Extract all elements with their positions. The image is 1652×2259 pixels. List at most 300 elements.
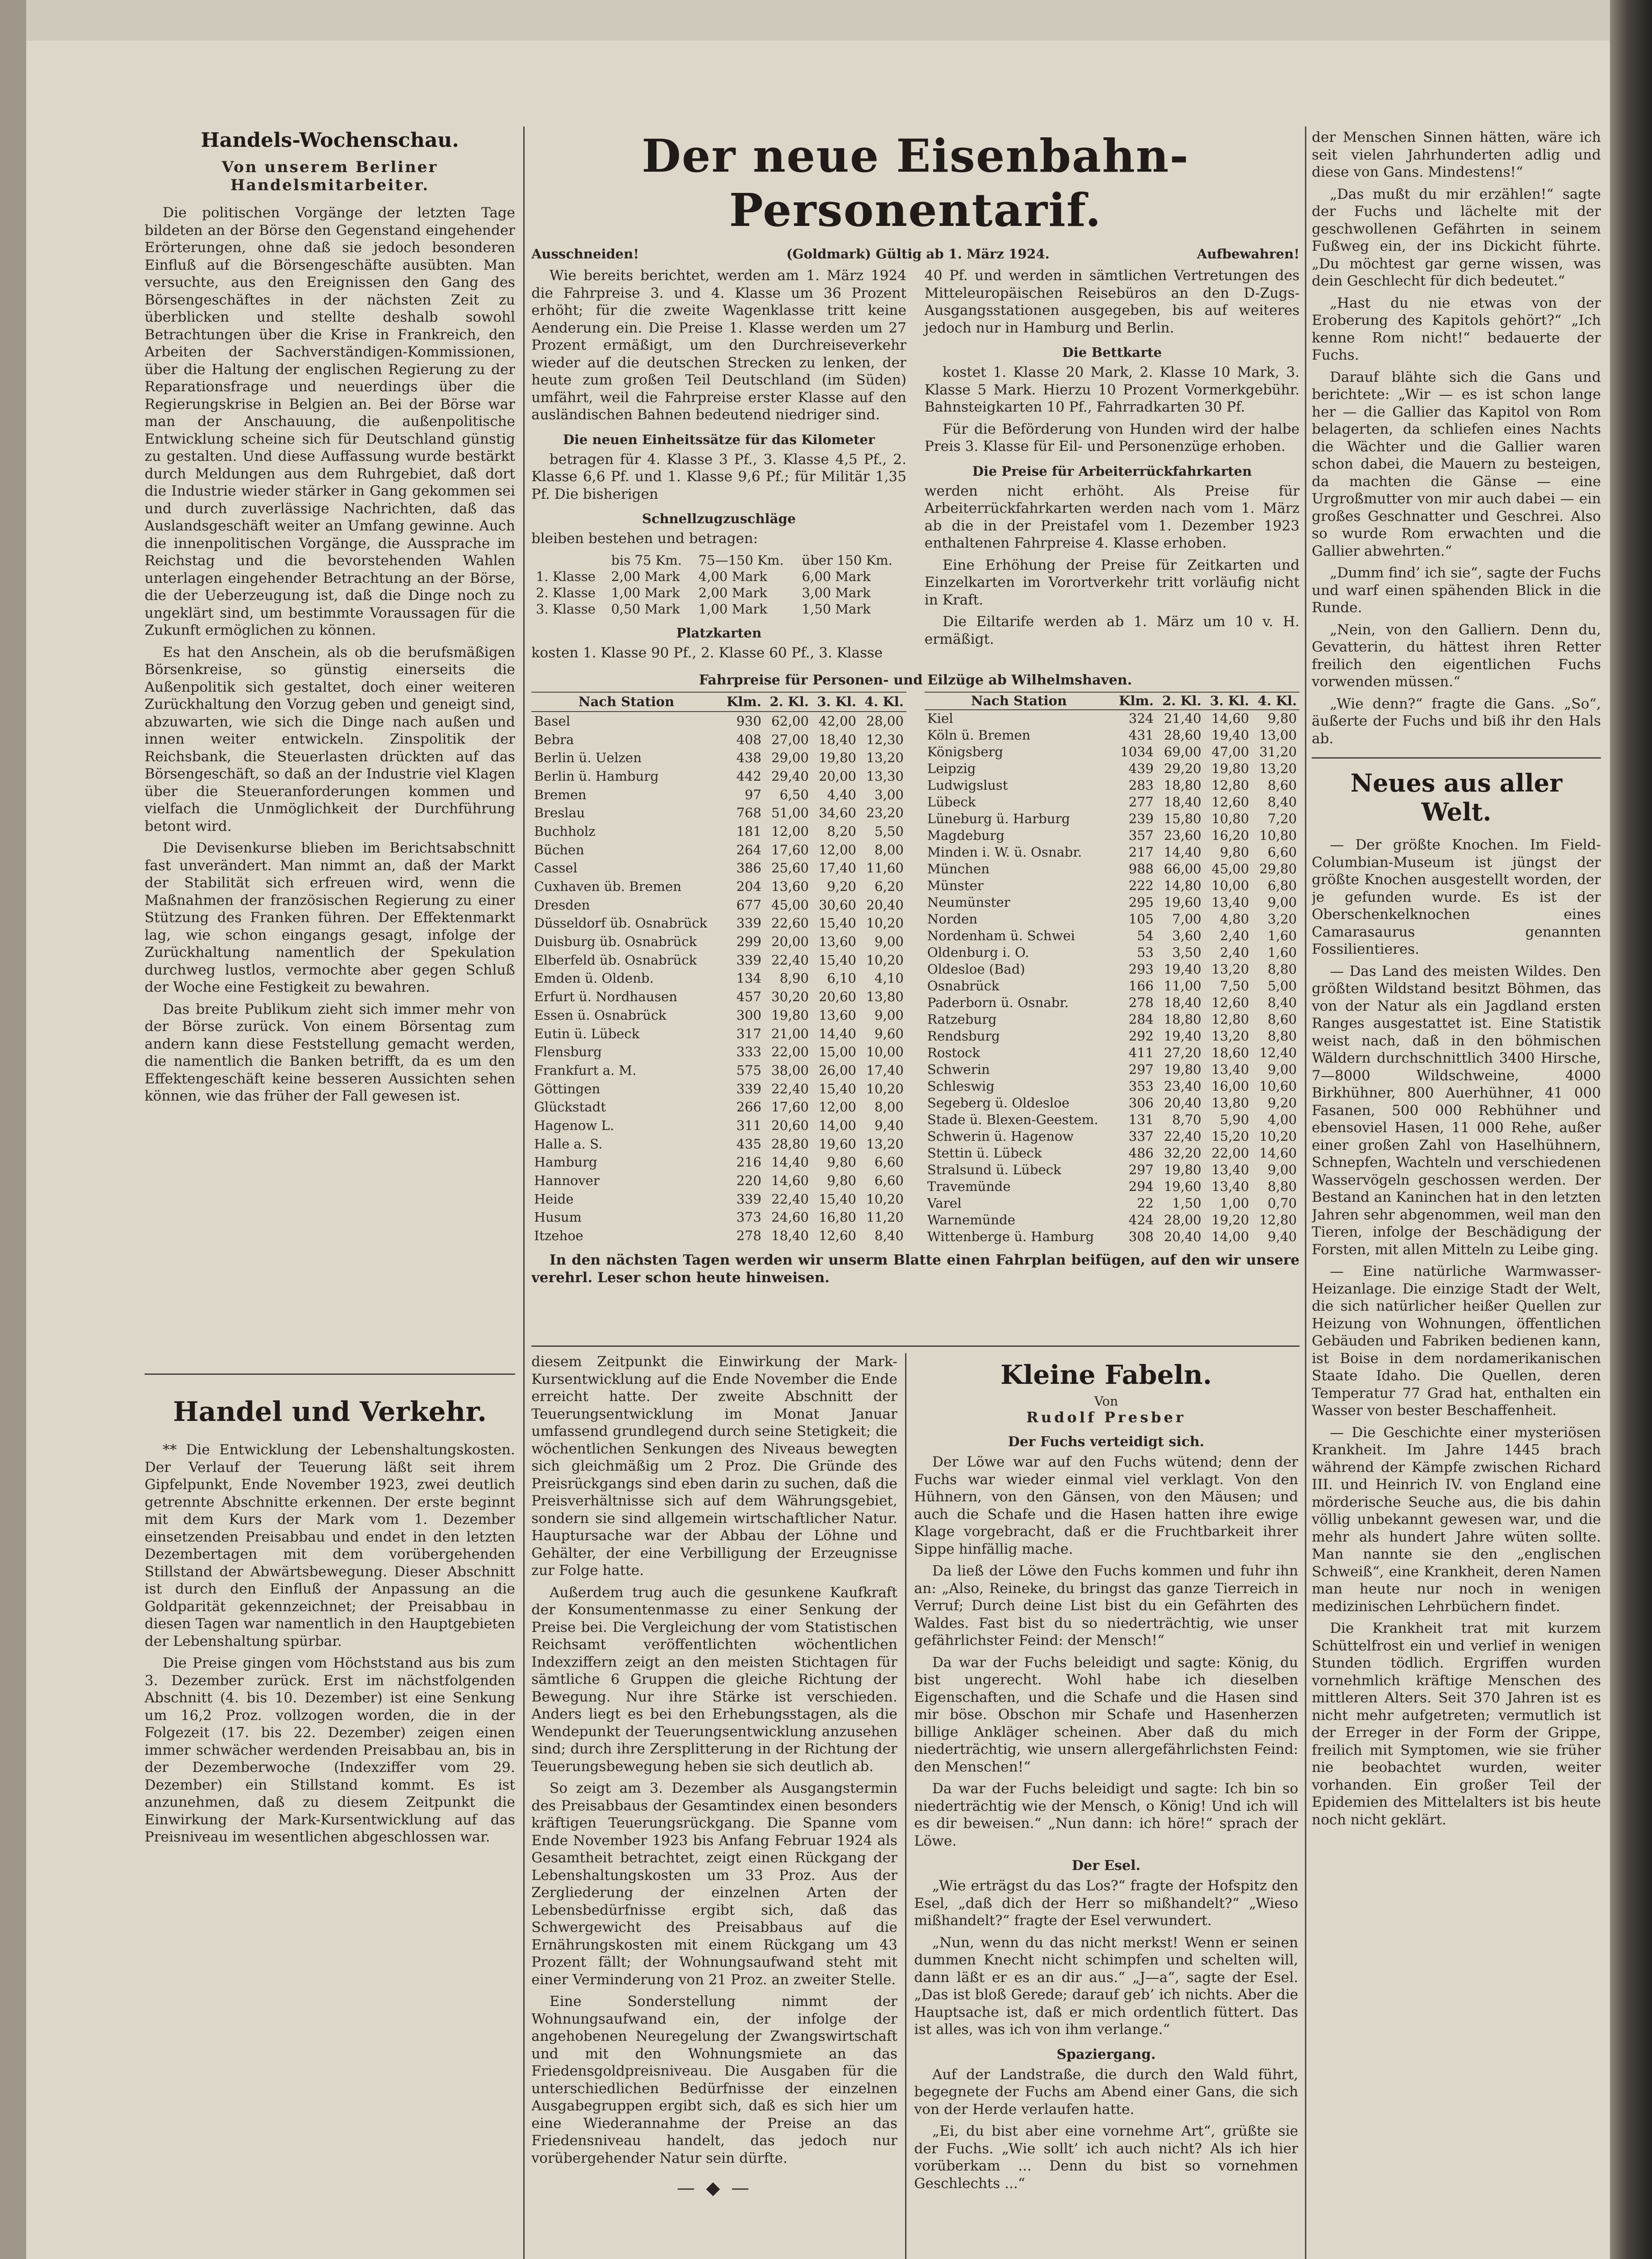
fare-cell: 435: [736, 1136, 762, 1152]
fare-cell: 42,00: [818, 713, 856, 729]
fare-cell: 9,80: [1267, 711, 1297, 726]
fare-cell: 20,60: [818, 989, 856, 1005]
table-row: [925, 1011, 1300, 1028]
fare-cell: 13,20: [1259, 761, 1297, 776]
fare-cell: 442: [736, 768, 762, 784]
station-name: Berlin ü. Uelzen: [534, 750, 642, 766]
fare-cell: 10,80: [1211, 811, 1249, 826]
paragraph: Auf der Landstraße, die durch den Wald führt, begegnete der Fuchs am Abend einer Gans, die sich von der Herde verlaufen hatte.: [914, 2066, 1298, 2118]
column-handels-wochenschau: [145, 129, 515, 1371]
fare-cell: 8,80: [1267, 961, 1297, 977]
table-caption: Fahrpreise für Personen- und Eilzüge ab Wilhelmshaven.: [699, 672, 1132, 688]
fare-cell: 317: [736, 1026, 762, 1041]
table-row: [531, 951, 906, 970]
fare-cell: 353: [1128, 1078, 1154, 1094]
fare-cell: 373: [736, 1209, 762, 1225]
fare-cell: 10,20: [866, 1191, 904, 1207]
table-row: [531, 1190, 906, 1209]
fare-cell: 6,10: [827, 970, 856, 986]
fare-cell: 12,60: [1211, 995, 1249, 1010]
fare-cell: 8,40: [874, 1228, 904, 1244]
fare-cell: 9,20: [1267, 1095, 1297, 1111]
paragraph: Da war der Fuchs beleidigt und sagte: König, du bist ungerecht. Wohl habe ich dieselben Eigenschaften, und die Schafe und die Hasen sind mir böse. Obschon mir Schafe und Hasenherzen billige Ankläger scheinen. Aber daß du mich niederträchtig, wie unsern allergefährlichsten Feind: den Menschen!“: [914, 1654, 1298, 1775]
fare-cell: 11,20: [866, 1209, 904, 1225]
paragraph: kostet 1. Klasse 20 Mark, 2. Klasse 10 Mark, 3. Klasse 5 Mark. Hierzu 10 Prozent Vormerkgebühr. Bahnsteigkarten 10 Pf., Fahrradkarten 30 Pf.: [925, 364, 1300, 415]
column-header: bis 75 Km.: [611, 552, 682, 568]
paragraph: Die Devisenkurse blieben im Berichtsabschnitt fast unverändert. Man nimmt an, daß der Markt der Stabilität sich erfreuen wird, wenn die Maßnahmen der französischen Regierung zu einer Stützung des Franken führen. Der Effektenmarkt lag, wie schon eingangs gesagt, infolge der Zurückhaltung namentlich der Spekulation durchweg lustlos, vermochte aber gegen Schluß der Woche eine Festigkeit zu bewahren.: [145, 840, 515, 995]
table-row: [925, 928, 1300, 944]
station-name: Rendsburg: [927, 1028, 1000, 1044]
fare-cell: 575: [736, 1062, 762, 1078]
fare-cell: 10,20: [866, 952, 904, 968]
author-name: Rudolf Presber: [1026, 1409, 1186, 1426]
column-header: 3. Kl.: [1204, 692, 1252, 710]
fare-cell: 15,00: [818, 1044, 856, 1060]
table-row: [531, 914, 906, 933]
fare-cell: 14,00: [1211, 1229, 1249, 1244]
paragraph: Das breite Publikum zieht sich immer mehr von der Börse zurück. Von einem Börsentag zum andern kann diese Feststellung gemacht werden, die namentlich die Banken betrifft, da es um den Effektengeschäft keine besseren Aussichten sehen können, wie das früher der Fall gewesen ist.: [145, 1001, 515, 1104]
station-name: Oldesloe (Bad): [927, 961, 1025, 977]
station-name: Duisburg üb. Osnabrück: [534, 934, 697, 950]
paragraph: bleiben bestehen und betragen:: [531, 530, 758, 547]
paragraph: So zeigt am 3. Dezember als Ausgangstermin des Preisabbaus der Gesamtindex einen besonders kräftigen Teuerungsrückgang. Die Spanne vom Ende November 1923 bis Anfang Februar 1924 als Gesamtheit betrachtet, zeigt einen Rückgang der Lebenshaltungskosten um 33 Proz. Aus der Zergliederung der einzelnen Arten der Lebensbedürfnisse ergibt sich, daß das Schwergewicht des Preisabbaus auf die Ernährungskosten mit einem Rückgang um 43 Prozent fällt; der Wohnungsaufwand steht mit einer Verminderung von 21 Proz. an zweiter Stelle.: [531, 1780, 897, 1988]
fare-cell: 22,40: [771, 952, 809, 968]
fare-table-left: [531, 692, 906, 1245]
fare-cell: 22,40: [1164, 1129, 1201, 1144]
paragraph: „Das mußt du mir erzählen!“ sagte der Fuchs und lächelte mit der geschwollenen Gefährten in seinem Fußweg ein, der ins Dickicht führte. „Du möchtest gar gerne wissen, was dein Geschlecht für dich bedeutet.“: [1312, 186, 1601, 289]
station-name: Husum: [534, 1209, 582, 1225]
table-row: [925, 844, 1300, 861]
fare-cell: 17,60: [771, 842, 809, 858]
fare-cell: 299: [736, 934, 762, 950]
fare-cell: 13,30: [866, 768, 904, 784]
table-row: [531, 877, 906, 896]
paragraph: Eine Erhöhung der Preise für Zeitkarten und Einzelkarten im Vorortverkehr tritt vorläufig nicht in Kraft.: [925, 557, 1300, 608]
fare-cell: 10,80: [1259, 828, 1297, 843]
table-row: [925, 794, 1300, 811]
table-row: [531, 1153, 906, 1172]
paragraph: Da war der Fuchs beleidigt und sagte: Ich bin so niederträchtig wie der Mensch, o König! Und ich will es dir beweisen.“ „Nun dann: ich höre!“ sprach der Löwe.: [914, 1781, 1298, 1849]
fare-cell: 28,60: [1164, 727, 1201, 743]
fare-cell: 300: [736, 1007, 762, 1023]
fare-cell: 12,80: [1211, 778, 1249, 793]
article-byline: Von unserem Berliner Handelsmitarbeiter.: [221, 158, 438, 194]
fable-title: Der Esel.: [1071, 1858, 1141, 1874]
fable-title: Der Fuchs verteidigt sich.: [1008, 1434, 1205, 1450]
station-name: Wittenberge ü. Hamburg: [927, 1229, 1094, 1244]
fare-cell: 222: [1128, 878, 1154, 893]
fare-cell: 9,80: [1220, 844, 1249, 860]
cut-out-tag: Ausschneiden!: [531, 246, 639, 262]
column-right: [1312, 129, 1601, 2259]
fare-cell: 9,00: [874, 1007, 904, 1023]
table-row: [531, 841, 906, 859]
column-header: Klm.: [1113, 692, 1156, 710]
fare-cell: 19,40: [1164, 961, 1201, 977]
station-name: Elberfeld üb. Osnabrück: [534, 952, 697, 968]
paragraph: Für die Beförderung von Hunden wird der halbe Preis 3. Klasse für Eil- und Personenzüge erhoben.: [925, 421, 1300, 455]
fare-cell: 9,40: [874, 1117, 904, 1133]
station-name: Stettin ü. Lübeck: [927, 1145, 1042, 1161]
fare-cell: 22,00: [771, 1044, 809, 1060]
table-row: [925, 727, 1300, 744]
table-row: [925, 961, 1300, 978]
fare-cell: 438: [736, 750, 762, 766]
paragraph: „Nein, von den Galliern. Denn du, Gevatterin, du hättest ihren Retter freilich den eigentlichen Fuchs vorwenden müssen.“: [1312, 621, 1601, 690]
table-row: [531, 859, 906, 877]
station-name: Ludwigslust: [927, 778, 1008, 793]
fare-intro-left: [531, 267, 906, 666]
fare-cell: 9,80: [827, 1173, 856, 1188]
subhead: Die neuen Einheitssätze für das Kilometer: [563, 431, 875, 447]
fare-cell: 6,20: [874, 879, 904, 894]
fare-cell: 386: [736, 860, 762, 876]
station-name: Leipzig: [927, 761, 976, 776]
fare-cell: 181: [736, 823, 762, 839]
paragraph: — Die Geschichte einer mysteriösen Krankheit. Im Jahre 1445 brach während der Kämpfe zwischen Richard III. und Heinrich IV. von England eine mörderische Seuche aus, die bis dahin völlig unbekannt gewesen war, und die mehr als hundert Jahre wüten sollte. Man nannte sie den „englischen Schweiß“, eine Krankheit, deren Namen man heute nur noch in wenigen medizinischen Lehrbüchern findet.: [1312, 1424, 1601, 1615]
fare-cell: 12,60: [1211, 794, 1249, 810]
table-row: [925, 911, 1300, 928]
table-row: [925, 1028, 1300, 1045]
fare-cell: 51,00: [771, 805, 809, 821]
paragraph: — Der größte Knochen. Im Field-Columbian-Museum ist jüngst der größte Knochen ausgestellt worden, der je gefunden wurde. Es ist der Oberschenkelknochen eines Camarasaurus genannten Fossilientieres.: [1312, 837, 1601, 957]
fare-cell: 14,00: [818, 1117, 856, 1133]
fare-cell: 4,80: [1220, 911, 1249, 927]
station-name: Neumünster: [927, 895, 1010, 910]
column-header: 4. Kl.: [859, 692, 906, 712]
fare-cell: 2,40: [1220, 928, 1249, 943]
fare-table-right: [925, 692, 1300, 1245]
table-row: [925, 978, 1300, 994]
fare-cell: 13,60: [818, 1007, 856, 1023]
fare-cell: 277: [1128, 794, 1154, 810]
main-headline: Der neue Eisenbahn-Personentarif.: [642, 129, 1189, 237]
fare-cell: 204: [736, 879, 762, 894]
fare-cell: 22,60: [771, 915, 809, 931]
fare-cell: 20,40: [1164, 1095, 1201, 1111]
station-name: Cuxhaven üb. Bremen: [534, 879, 681, 894]
fare-cell: 29,80: [1259, 861, 1297, 876]
fare-cell: 22,00: [1211, 1145, 1249, 1161]
fare-cell: 278: [1128, 995, 1154, 1010]
fare-cell: 3,20: [1267, 911, 1297, 927]
table-row: [925, 994, 1300, 1011]
fare-cell: 217: [1128, 844, 1154, 860]
table-row: [531, 1080, 906, 1098]
fare-cell: 216: [736, 1154, 762, 1170]
paragraph: der Menschen Sinnen hätten, wäre ich seit vielen Jahrhunderten adlig und diese von Gans. Mindestens!“: [1312, 129, 1601, 180]
fare-cell: 15,40: [818, 952, 856, 968]
fare-cell: 16,20: [1211, 828, 1249, 843]
station-name: Ratzeburg: [927, 1012, 997, 1027]
station-name: München: [927, 861, 990, 876]
paragraph: Die Eiltarife werden ab 1. März um 10 v. H. ermäßigt.: [925, 614, 1300, 647]
table-row: [531, 1006, 906, 1025]
column-rule: [1305, 127, 1306, 2259]
fare-cell: 24,60: [771, 1209, 809, 1225]
fare-cell: 22,40: [771, 1191, 809, 1207]
fare-cell: 1,00: [1220, 1195, 1249, 1211]
table-row: [925, 1178, 1300, 1195]
fare-cell: 339: [736, 1191, 762, 1207]
divider: [145, 1373, 515, 1375]
fare-cell: 28,80: [771, 1136, 809, 1152]
fare-cell: 47,00: [1211, 744, 1249, 759]
fare-cell: 8,00: [874, 1099, 904, 1115]
paragraph: kosten 1. Klasse 90 Pf., 2. Klasse 60 Pf., 3. Klasse: [531, 644, 883, 661]
fare-cell: 9,80: [827, 1154, 856, 1170]
fables-title: Kleine Fabeln.: [1000, 1359, 1212, 1390]
fare-cell: 10,00: [1211, 878, 1249, 893]
fare-cell: 297: [1128, 1062, 1154, 1077]
station-name: Kiel: [927, 711, 953, 726]
fare-cell: 27,20: [1164, 1045, 1201, 1060]
paragraph: „Nun, wenn du das nicht merkst! Wenn er seinen dummen Knecht nicht schimpfen und schelten will, dann läßt er es an dir aus.“ „J—a“, sagte der Esel. „Das ist bloß Gerede; darauf geb’ ich nichts. Aber die Hauptsache ist, daß er mich ordentlich füttert. Das ist alles, was ich von ihm verlange.“: [914, 1934, 1298, 2038]
paragraph: werden nicht erhöht. Als Preise für Arbeiterrückfahrkarten werden nach vom 1. März ab die in der Preistafel vom 1. Dezember 1923 enthaltenen Fahrpreise 4. Klasse erhoben.: [925, 483, 1300, 551]
fare-cell: 6,60: [874, 1173, 904, 1188]
express-surcharge-table: [531, 552, 906, 617]
station-name: Osnabrück: [927, 978, 1000, 994]
fare-cell: 19,80: [1164, 1162, 1201, 1177]
table-row: [531, 970, 906, 988]
fare-cell: 29,40: [771, 768, 809, 784]
paragraph: Darauf blähte sich die Gans und berichtete: „Wir — es ist schon lange her — die Gallier das Kapitol von Rom belagerten, da schliefen eines Nachts die Wächter und die Gallier waren schon dabei, die Mauern zu besteigen, da machten die Gänse — eine Urgroßmutter von mir auch dabei — ein großes Geschnatter und Geschrei. Also so wurde Rom erwachten und die Gallier abwehrten.“: [1312, 369, 1601, 559]
fare-cell: 10,20: [1259, 1129, 1297, 1144]
binding-strip: [0, 0, 26, 2259]
fare-cell: 13,40: [1211, 895, 1249, 910]
fare-cell: 3,60: [1172, 928, 1201, 943]
fare-cell: 19,80: [818, 750, 856, 766]
table-row: [531, 1135, 906, 1153]
table-row: [531, 1043, 906, 1061]
table-row: 3. Klasse 0,50 Mark 1,00 Mark 1,50 Mark: [536, 601, 871, 617]
fare-cell: 19,60: [818, 1136, 856, 1152]
station-name: Flensburg: [534, 1044, 602, 1060]
page-edge-shadow: [1610, 0, 1652, 2259]
table-row: [925, 827, 1300, 844]
table-row: [531, 822, 906, 841]
fare-cell: 17,40: [818, 860, 856, 876]
fare-cell: 3,00: [874, 787, 904, 802]
table-row: [531, 1209, 906, 1227]
paragraph: diesem Zeitpunkt die Einwirkung der Mark-Kursentwicklung auf die Ende November die Ende erreicht hatte. Der zweite Abschnitt der Teuerungsentwicklung im Monat Januar umfassend grundlegend durch seine Stetigkeit; die wöchentlichen Senkungen des Niveaus bewegten sich gleichmäßig um 2 Proz. Die Gründe des Preisrückgangs sind eben darin zu suchen, daß die Preisverhältnisse sich auf dem Währungsgebiet, sondern sie sind allgemein wirtschaftlicher Natur. Hauptursache war der Abbau der Löhne und Gehälter, der eine Verbilligung der Erzeugnisse zur Folge hatte.: [531, 1354, 897, 1579]
fare-cell: 11,60: [866, 860, 904, 876]
fare-cell: 9,00: [1267, 1062, 1297, 1077]
fare-cell: 8,80: [1267, 1179, 1297, 1194]
fare-cell: 13,20: [1211, 1028, 1249, 1044]
fare-cell: 12,00: [818, 842, 856, 858]
fare-cell: 278: [736, 1228, 762, 1244]
table-row: 1. Klasse 2,00 Mark 4,00 Mark 6,00 Mark: [536, 568, 871, 584]
fare-cell: 297: [1128, 1162, 1154, 1177]
fare-cell: 768: [736, 805, 762, 821]
station-name: Paderborn ü. Osnabr.: [927, 995, 1069, 1010]
fare-cell: 27,00: [771, 731, 809, 747]
fare-cell: 19,80: [1211, 761, 1249, 776]
fare-cell: 8,40: [1267, 794, 1297, 810]
fare-cell: 13,40: [1211, 1162, 1249, 1177]
fare-cell: 239: [1128, 811, 1154, 826]
fare-cell: 34,60: [818, 805, 856, 821]
fare-cell: 18,40: [1164, 794, 1201, 810]
station-name: Schwerin: [927, 1062, 990, 1077]
fare-cell: 7,20: [1267, 811, 1297, 826]
fare-cell: 32,20: [1164, 1145, 1201, 1161]
table-row: 2. Klasse 1,00 Mark 2,00 Mark 3,00 Mark: [536, 585, 871, 600]
fare-cell: 15,40: [818, 915, 856, 931]
fare-cell: 19,60: [1164, 895, 1201, 910]
fare-cell: 29,00: [771, 750, 809, 766]
table-row: [531, 786, 906, 804]
fare-cell: 134: [736, 970, 762, 986]
paragraph: „Ei, du bist aber eine vornehme Art“, grüßte sie der Fuchs. „Wie sollt’ ich auch nicht? Als ich hier vorüberkam ... Denn du bist so vornehmen Geschlechts ...“: [914, 2123, 1298, 2192]
fare-cell: 19,20: [1211, 1212, 1249, 1228]
station-name: Essen ü. Osnabrück: [534, 1007, 666, 1023]
newspaper-page: [26, 41, 1610, 2259]
fare-cell: 2,40: [1220, 945, 1249, 960]
fare-cell: 13,20: [1211, 961, 1249, 977]
station-name: Bremen: [534, 787, 587, 802]
fare-cell: 9,60: [874, 1026, 904, 1041]
fare-cell: 17,60: [771, 1099, 809, 1115]
fare-cell: 9,00: [874, 934, 904, 950]
station-name: Dresden: [534, 897, 590, 913]
fare-cell: 220: [736, 1173, 762, 1188]
fare-cell: 29,20: [1164, 761, 1201, 776]
fare-cell: 45,00: [771, 897, 809, 913]
station-name: Emden ü. Oldenb.: [534, 970, 654, 986]
table-row: [531, 731, 906, 749]
fare-cell: 14,80: [1164, 878, 1201, 893]
fare-cell: 38,00: [771, 1062, 809, 1078]
footnote: In den nächsten Tagen werden wir unserm Blatte einen Fahrplan beifügen, auf den wir unsere verehrl. Leser schon heute hinweisen.: [531, 1252, 1300, 1286]
fare-tables: [531, 692, 1300, 1245]
table-row: [925, 1228, 1300, 1245]
table-row: [925, 1045, 1300, 1061]
fare-cell: 12,00: [771, 823, 809, 839]
paragraph: Es hat den Anschein, als ob die berufsmäßigen Börsenkreise, so günstig einerseits die Außenpolitik sich gestaltet, doch einer weiteren Zurückhaltung den Vorzug geben und geneigt sind, abzuwarten, wie sich die Dinge nach außen und innen weiter entwickeln. Zinspolitik der Reichsbank, die Steuerlasten drückten auf das Börsengeschäft, so daß an der Industrie viel Klagen über die Steueranforderungen kommen und vielfach die Unmöglichkeit der Durchführung betont wird.: [145, 644, 515, 834]
paragraph: — Das Land des meisten Wildes. Den größten Wildstand besitzt Böhmen, das von der Natur als ein Jagdland ersten Ranges ausgestattet ist. Eine Statistik weist nach, daß in den böhmischen Wäldern durchschnittlich 3400 Hirsche, 7—8000 Wildschweine, 4000 Birkhühner, 800 Auerhühner, 41 000 Fasanen, 500 000 Rebhühner und ebensoviel Hasen, 11 000 Rehe, außer einer großen Zahl von Haselhühnern, Schnepfen, Wachteln und verschiedenen Wasservögeln geschossen werden. Der Bestand an Kaninchen hat in den letzten Jahren sehr abgenommen, weil man den Tieren, infolge der Beschädigung der Forsten, mit allen Mitteln zu Leibe ging.: [1312, 963, 1601, 1258]
section-title: Handel und Verkehr.: [173, 1396, 487, 1428]
fare-cell: 13,00: [1259, 727, 1297, 743]
divider: [1312, 757, 1601, 759]
divider: [531, 1345, 1300, 1347]
column-header: 2. Kl.: [1156, 692, 1204, 710]
fare-cell: 31,20: [1259, 744, 1297, 759]
station-name: Basel: [534, 713, 570, 729]
subhead: Die Bettkarte: [1062, 345, 1162, 360]
fare-cell: 12,40: [1259, 1045, 1297, 1060]
fare-cell: 15,40: [818, 1081, 856, 1097]
fare-cell: 3,50: [1172, 945, 1201, 960]
paragraph: „Hast du nie etwas von der Eroberung des Kapitols gehört?“ „Ich kenne Rom nicht!“ bedauerte der Fuchs.: [1312, 295, 1601, 363]
station-name: Erfurt ü. Nordhausen: [534, 989, 677, 1005]
fare-cell: 26,00: [818, 1062, 856, 1078]
table-row: [531, 1098, 906, 1116]
fare-cell: 5,00: [1267, 978, 1297, 994]
station-name: Cassel: [534, 860, 577, 876]
fare-cell: 424: [1128, 1212, 1154, 1228]
fare-cell: 9,20: [827, 879, 856, 894]
fare-cell: 16,00: [1211, 1078, 1249, 1094]
table-row: [925, 861, 1300, 877]
fare-cell: 486: [1128, 1145, 1154, 1161]
station-name: Münster: [927, 878, 984, 893]
section-title: Neues aus aller Welt.: [1350, 769, 1563, 826]
paragraph: Wie bereits berichtet, werden am 1. März 1924 die Fahrpreise 3. und 4. Klasse um 36 Prozent erhöht; für die zweite Wagenklasse tritt keine Aenderung ein. Die Preise 1. Klasse werden um 27 Prozent ermäßigt, um den Durchreiseverkehr wieder auf die deutschen Strecken zu lenken, der heute zum großen Teil Deutschland (im Süden) umfährt, weil die Fahrpreise erster Klasse auf den ausländischen Bahnen bedeutend niedriger sind.: [531, 267, 906, 423]
fare-cell: 131: [1128, 1112, 1154, 1127]
fare-cell: 311: [736, 1117, 762, 1133]
station-name: Magdeburg: [927, 828, 1004, 843]
fare-cell: 15,20: [1211, 1129, 1249, 1144]
fare-cell: 7,00: [1172, 911, 1201, 927]
table-row: [925, 1145, 1300, 1162]
table-row: [925, 1128, 1300, 1145]
fare-cell: 7,50: [1220, 978, 1249, 994]
fare-cell: 13,80: [1211, 1095, 1249, 1111]
fare-cell: 10,00: [866, 1044, 904, 1060]
paragraph: „Dumm find’ ich sie“, sagte der Fuchs und warf einen spähenden Blick in die Runde.: [1312, 565, 1601, 616]
fare-cell: 28,00: [1164, 1212, 1201, 1228]
fare-cell: 4,00: [1267, 1112, 1297, 1127]
station-name: Schleswig: [927, 1078, 995, 1094]
station-name: Hagenow L.: [534, 1117, 614, 1133]
fare-cell: 408: [736, 731, 762, 747]
fare-cell: 10,60: [1259, 1078, 1297, 1094]
fare-cell: 12,80: [1211, 1012, 1249, 1027]
fare-cell: 10,20: [866, 915, 904, 931]
keep-tag: Aufbewahren!: [1197, 246, 1300, 262]
fare-cell: 15,80: [1164, 811, 1201, 826]
station-name: Nordenham ü. Schwei: [927, 928, 1075, 943]
fare-cell: 411: [1128, 1045, 1154, 1060]
column-rule: [523, 127, 525, 2259]
table-row: [925, 760, 1300, 777]
table-row: [925, 944, 1300, 961]
fare-cell: 1,50: [1172, 1195, 1201, 1211]
fare-cell: 8,70: [1172, 1112, 1201, 1127]
station-name: Düsseldorf üb. Osnabrück: [534, 915, 708, 931]
fare-cell: 457: [736, 989, 762, 1005]
fare-cell: 357: [1128, 828, 1154, 843]
fare-cell: 9,00: [1267, 1162, 1297, 1177]
fare-cell: 4,40: [827, 787, 856, 802]
station-name: Halle a. S.: [534, 1136, 603, 1152]
fare-cell: 266: [736, 1099, 762, 1115]
station-name: Warnemünde: [927, 1212, 1015, 1228]
station-name: Stralsund ü. Lübeck: [927, 1162, 1061, 1177]
fare-cell: 69,00: [1164, 744, 1201, 759]
station-name: Königsberg: [927, 744, 1003, 759]
fare-cell: 988: [1128, 861, 1154, 876]
fare-cell: 333: [736, 1044, 762, 1060]
fare-cell: 306: [1128, 1095, 1154, 1111]
paragraph: „Wie denn?“ fragte die Gans. „So“, äußerte der Fuchs und biß ihr den Hals ab.: [1312, 695, 1601, 747]
fare-cell: 1034: [1120, 744, 1154, 759]
fare-cell: 12,30: [866, 731, 904, 747]
fare-cell: 14,40: [818, 1026, 856, 1041]
station-name: Stade ü. Blexen-Geestem.: [927, 1112, 1098, 1127]
fare-cell: 25,60: [771, 860, 809, 876]
station-name: Itzehoe: [534, 1228, 583, 1244]
table-row: [531, 1025, 906, 1043]
fare-cell: 18,80: [1164, 1012, 1201, 1027]
fare-cell: 18,40: [818, 731, 856, 747]
fare-cell: 19,80: [1164, 1062, 1201, 1077]
table-row: [531, 804, 906, 822]
column-header: 75—150 Km.: [698, 552, 784, 568]
fare-cell: 264: [736, 842, 762, 858]
